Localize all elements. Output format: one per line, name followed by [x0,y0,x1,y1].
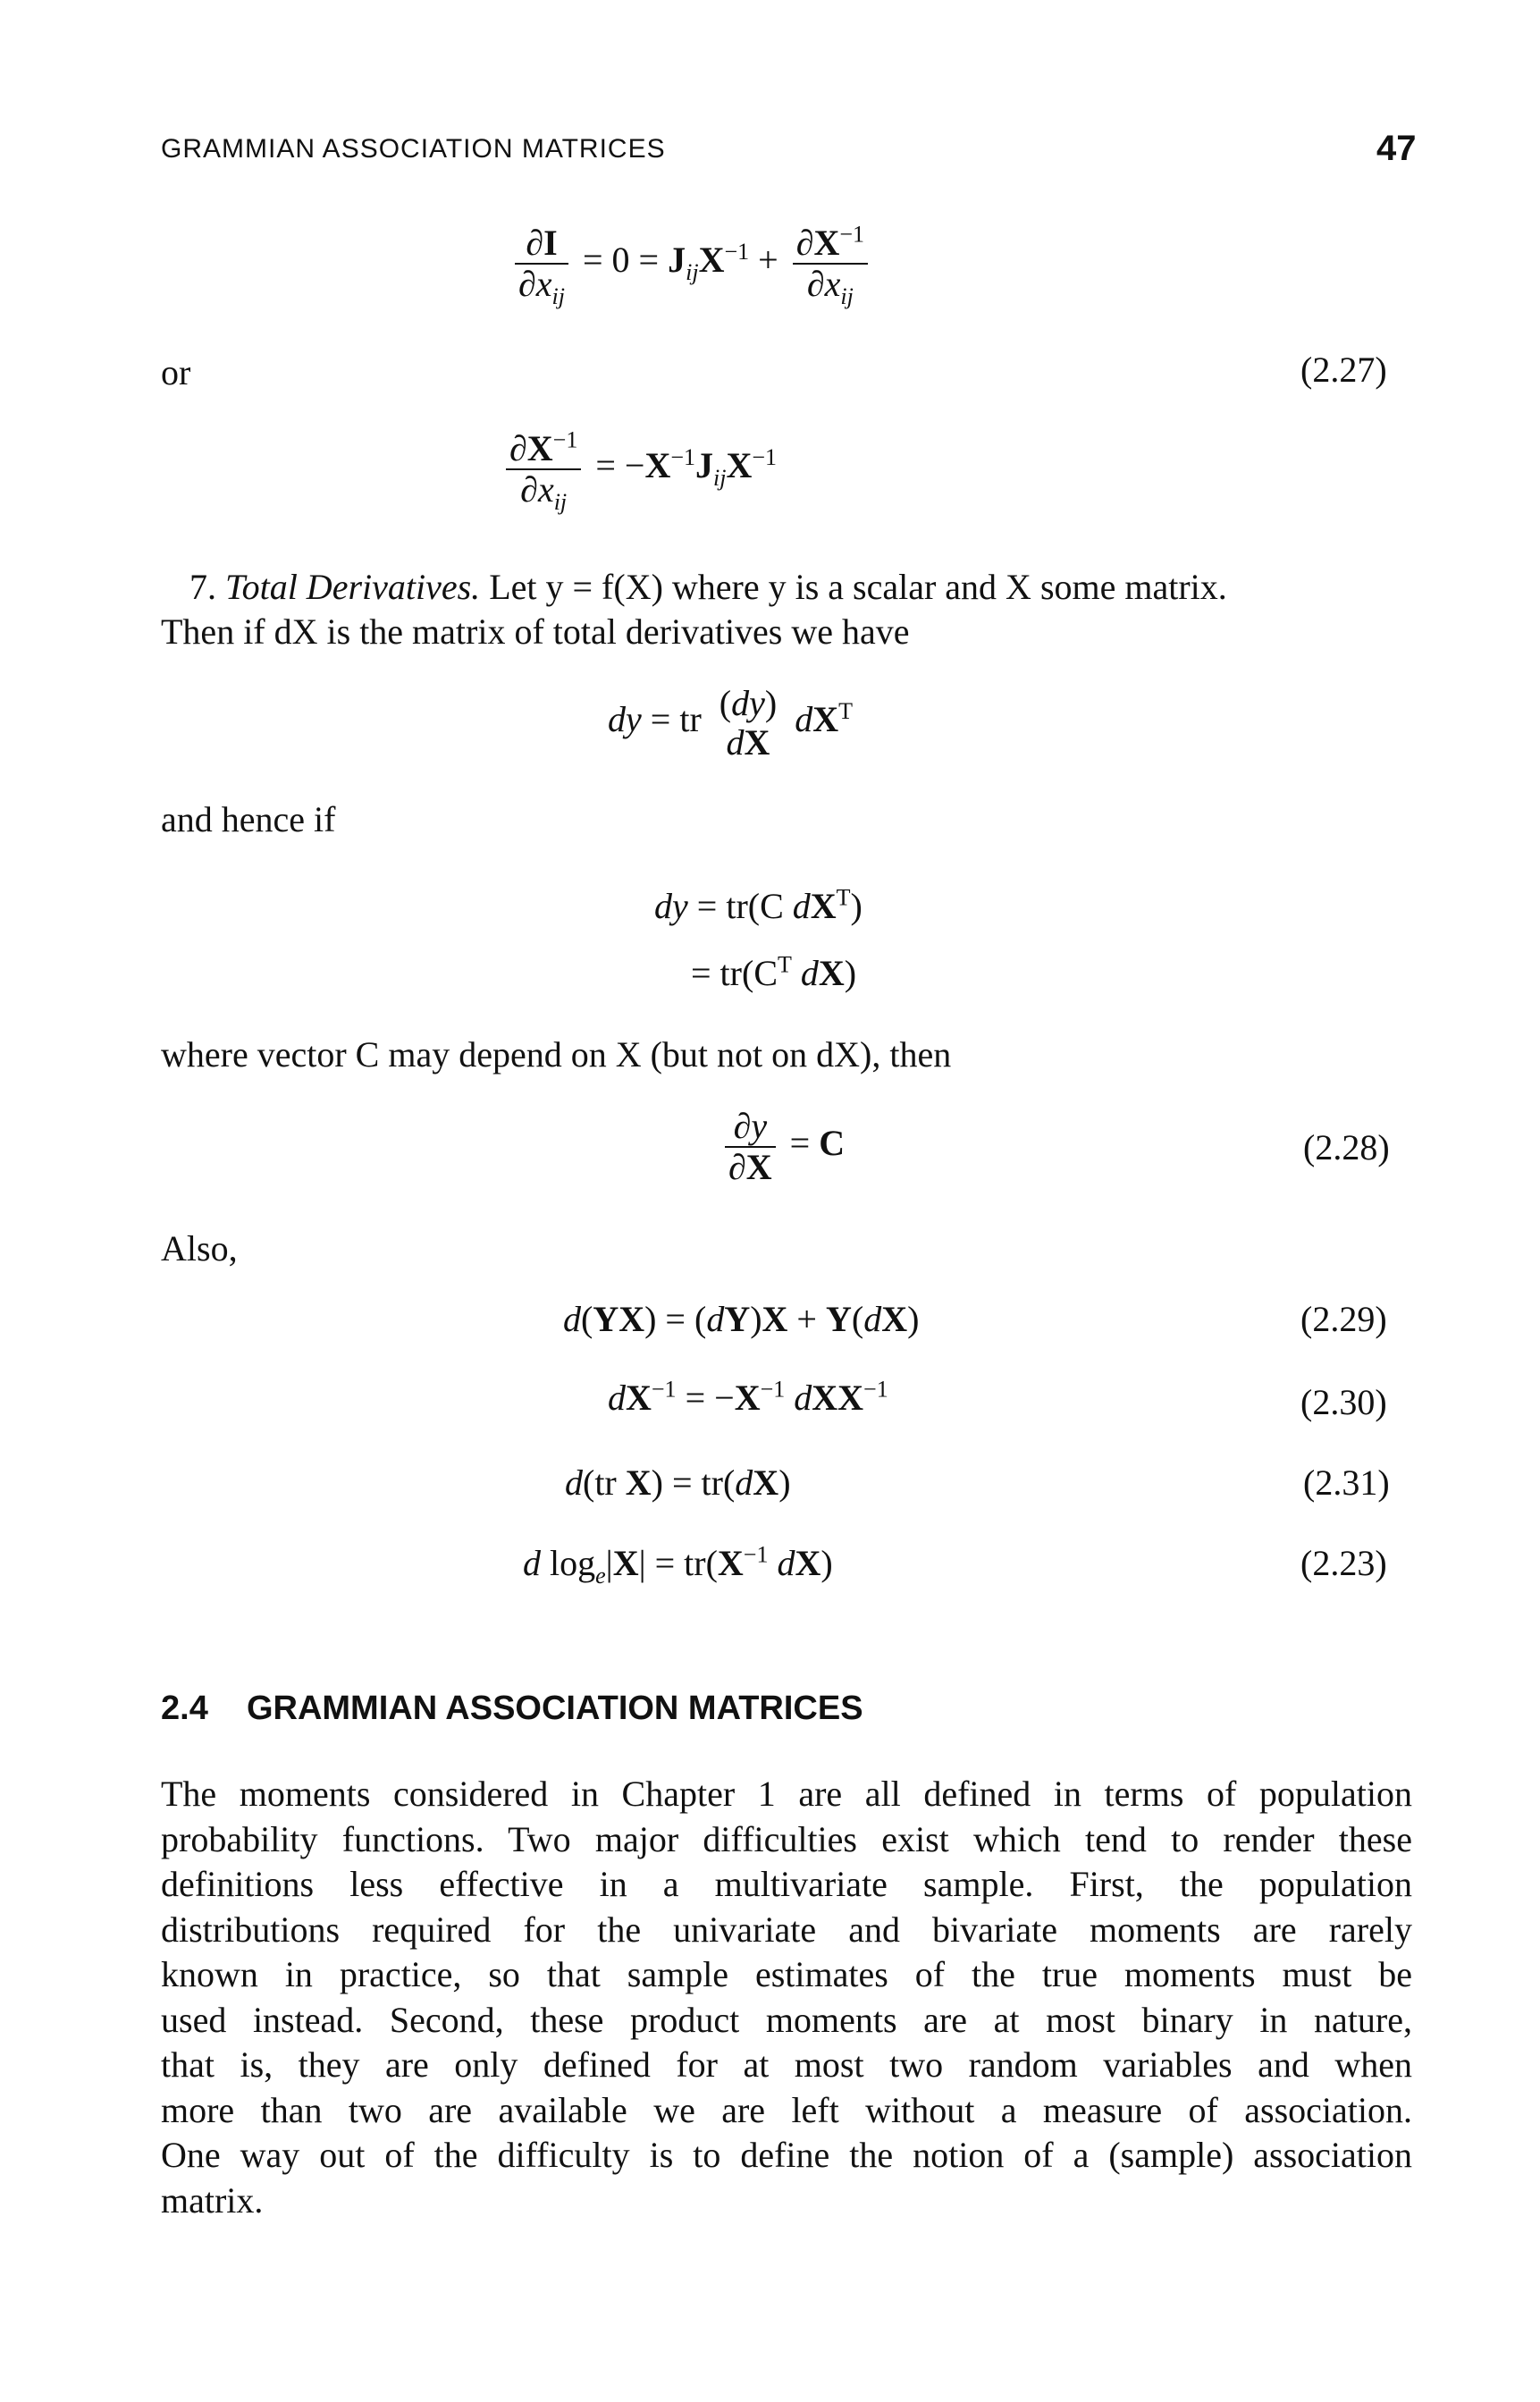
equation-number-2-27: (2.27) [1300,350,1387,390]
item-7-title: Total Derivatives. [225,567,481,607]
running-header: GRAMMIAN ASSOCIATION MATRICES [161,134,666,164]
paragraph-line: more than two are available we are left without a measure of association. [161,2089,1412,2130]
paragraph-line: known in practice, so that sample estimates of the true moments must be [161,1954,1412,1994]
section-title: GRAMMIAN ASSOCIATION MATRICES [246,1690,863,1727]
equation-2-29: d(YX) = (dY)X + Y(dX) [563,1299,920,1339]
item-7-second-line: Then if dX is the matrix of total derivatives we have [161,611,910,652]
section-paragraph [161,1772,1412,2223]
equation-dy-trace-first: dy = tr(C $dX^T$) [654,884,863,926]
paragraph-line: that is, they are only defined for at most two random variables and when [161,2044,1412,2085]
equation-2-30: $dX^{-1} = -X^{-1}$ dXX$^{-1}$ [608,1376,888,1418]
equation-2-28: $\frac{\partial y}{\partial X}$ = C [720,1107,845,1187]
paragraph-line: used instead. Second, these product moments are at most binary in nature, [161,1999,1412,2040]
equation-2-27-first: $\frac{\partial I}{\partial x_{ij}}$ = $0 = J_{ij}X^{-1}$ + $\frac{\partial X^{-1}}{\partial x_{ij}}$ [509,223,873,304]
equation-number-2-31: (2.31) [1303,1462,1390,1503]
equation-2-27-second: $\frac{\partial X^{-1}}{\partial x_{ij}}$ = $-X^{-1}J_{ij}X^{-1}$ [501,429,777,510]
paragraph-line: probability functions. Two major difficulties exist which tend to render these [161,1818,1412,1859]
equation-dy-trace-second: = $tr(C^T$ dX) [691,951,857,993]
equation-number-2-28: (2.28) [1303,1127,1390,1167]
item-7-number: 7. [189,567,216,607]
paragraph-line: One way out of the difficulty is to define the notion of a (sample) association [161,2135,1412,2175]
paragraph-line: definitions less effective in a multivariate sample. First, the population [161,1864,1412,1904]
where-line: where vector C may depend on X (but not on dX), then [161,1034,952,1075]
equation-2-31: d(tr X) = tr(dX) [565,1462,791,1503]
and-hence-if-label: and hence if [161,799,336,839]
section-number: 2.4 [161,1690,208,1727]
also-label: Also, [161,1228,238,1268]
equation-2-23: d $\log_e|X| = tr(X^{-1}$ dX) [523,1541,833,1589]
equation-number-2-29: (2.29) [1300,1299,1387,1339]
paragraph-line: matrix. [161,2179,264,2221]
page-number: 47 [1376,129,1417,168]
item-7-first-line [189,565,1227,609]
or-label: or [161,352,191,392]
equation-number-2-30: (2.30) [1300,1382,1387,1422]
paragraph-line: distributions required for the univariate and bivariate moments are rarely [161,1909,1412,1950]
paragraph-line: The moments considered in Chapter 1 are all defined in terms of population [161,1774,1412,1814]
section-heading [161,1690,863,1728]
equation-number-2-23: (2.23) [1300,1543,1387,1583]
item-7-line1-rest: Let y = f(X) where y is a scalar and X some matrix. [489,567,1227,607]
equation-total-derivative: dy = tr (dy) dX $dX^T$ [608,683,853,763]
